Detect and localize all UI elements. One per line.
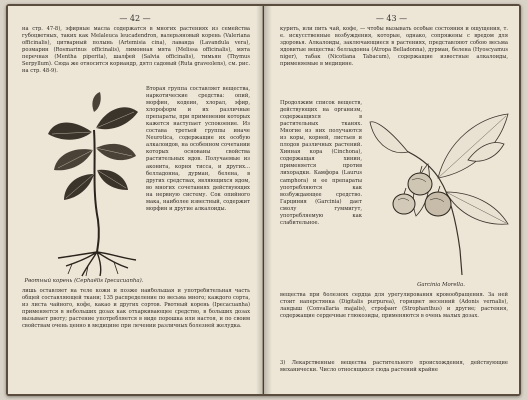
ipecacuanha-illustration — [42, 90, 142, 278]
left-text-side: Вторая группа составляет вещества, наркотические средства: опий, морфин, кодеин, хлорал, эфир, хлороформ и их различные препараты, при применении которых кажется наступает успокоение. Из состава третьей группы иначе Neurotica, содержащие их особую алкалоидов, на особенном сочетании которых основаны свойства растительных ядов. Получаемые из аконита, корня тисса, и других... белладонна, дурман, белена, в других средствах, являющихся ядом, во многих сочетаниях действующих на нервную систему. Сок опийного мака, наиболее известный, содержит морфин и другие алкалоиды. — [146, 86, 250, 212]
right-page — [264, 6, 519, 394]
left-text-top: на стр. 47-8), эфирные масла содержатся в многих растениях из семейства губоцветных, таких как Melaleuca leucadendron, валерьяновый корень (Valeriana officinalis), цитварный полынь (Artemisia cina), лаванда (Lavandula vera), розмарин (Rosmarinus officinalis), лимонная мята (Melissa officinalis), мята перечная (Mentha piperita), шалфей (Salvia officinalis), тимьян (Thymus Serpyllum). Сюда же относится кориандр, дятл садовый (Ruta graveolens), см. рис. на стр. 48-9). — [22, 26, 250, 75]
garcinia-illustration — [368, 100, 512, 280]
left-figure-caption: Рвотный корень (Cephaëlis Ipecacuanha). — [24, 278, 144, 284]
left-page — [8, 6, 263, 394]
right-page-number: — 43 — — [375, 14, 408, 23]
right-text-top: курить, или пить чай, кофе, — чтобы вызывать особые состояния и ощущения, т. е. искусственные возбуждения, которые, однако, сопряжены с вредом для здоровья. Алкалоиды, заключающиеся в растениях, представляют собою весьма ядовитые вещества: белладонна (Atropa Belladonna), дурман, белена (Hyoscyamus niger), табак (Nicotiana Tabacum), содержащие известные алкалоиды, применяемые в медицине. — [280, 26, 508, 68]
left-text-bottom: лишь оставляет на теле кожи и позже наибольшая и употребительная часть общей составляющей ткани; 135 распределение по весьма много; каждого сорта, из листа чайного, кофе, какао и других сортов. Рвотный корень (Ipecacuanha) применяется в небольших дозах как отхаркивающее средство, в больших дозах вызывает рвоту; растение употребляется в виде порошка или настоя, и по своим свойствам очень ценно в медицине при лечении различных болезней желудка. — [22, 288, 250, 330]
right-text-side: Продолжим список веществ, действующих на организм, содержащихся в растительных тканях. Многие из них получаются из коры, корней, листьев и плодов различных растений. Хинная кора (Cinchona), содержащая хинин, применяется против лихорадки. Камфора (Laurus camphora) и ее препараты употребляются как возбуждающее средство. Гарциния (Garcinia) дает смолу гуммигут, употребляемую как слабительное. — [280, 100, 362, 226]
right-text-last: 3) Лекарственные вещества растительного происхождения, действующие механически. Число относящихся сюда растений крайне — [280, 360, 508, 374]
open-book — [6, 4, 521, 396]
right-text-bottom: вещества при болезнях сердца для урегулирования кровообращения. За ней стоит наперстянка (Digitalis purpurea), горицвет весенний (Adonis vernalis), ландыш (Convallaria majalis), строфант (Strophanthus) и другие; растения, содержащие сердечные глюкозиды, применяются в очень малых дозах. — [280, 292, 508, 320]
right-figure-caption: Garcinia Morella. — [417, 282, 465, 288]
left-page-number: — 42 — — [119, 14, 151, 23]
